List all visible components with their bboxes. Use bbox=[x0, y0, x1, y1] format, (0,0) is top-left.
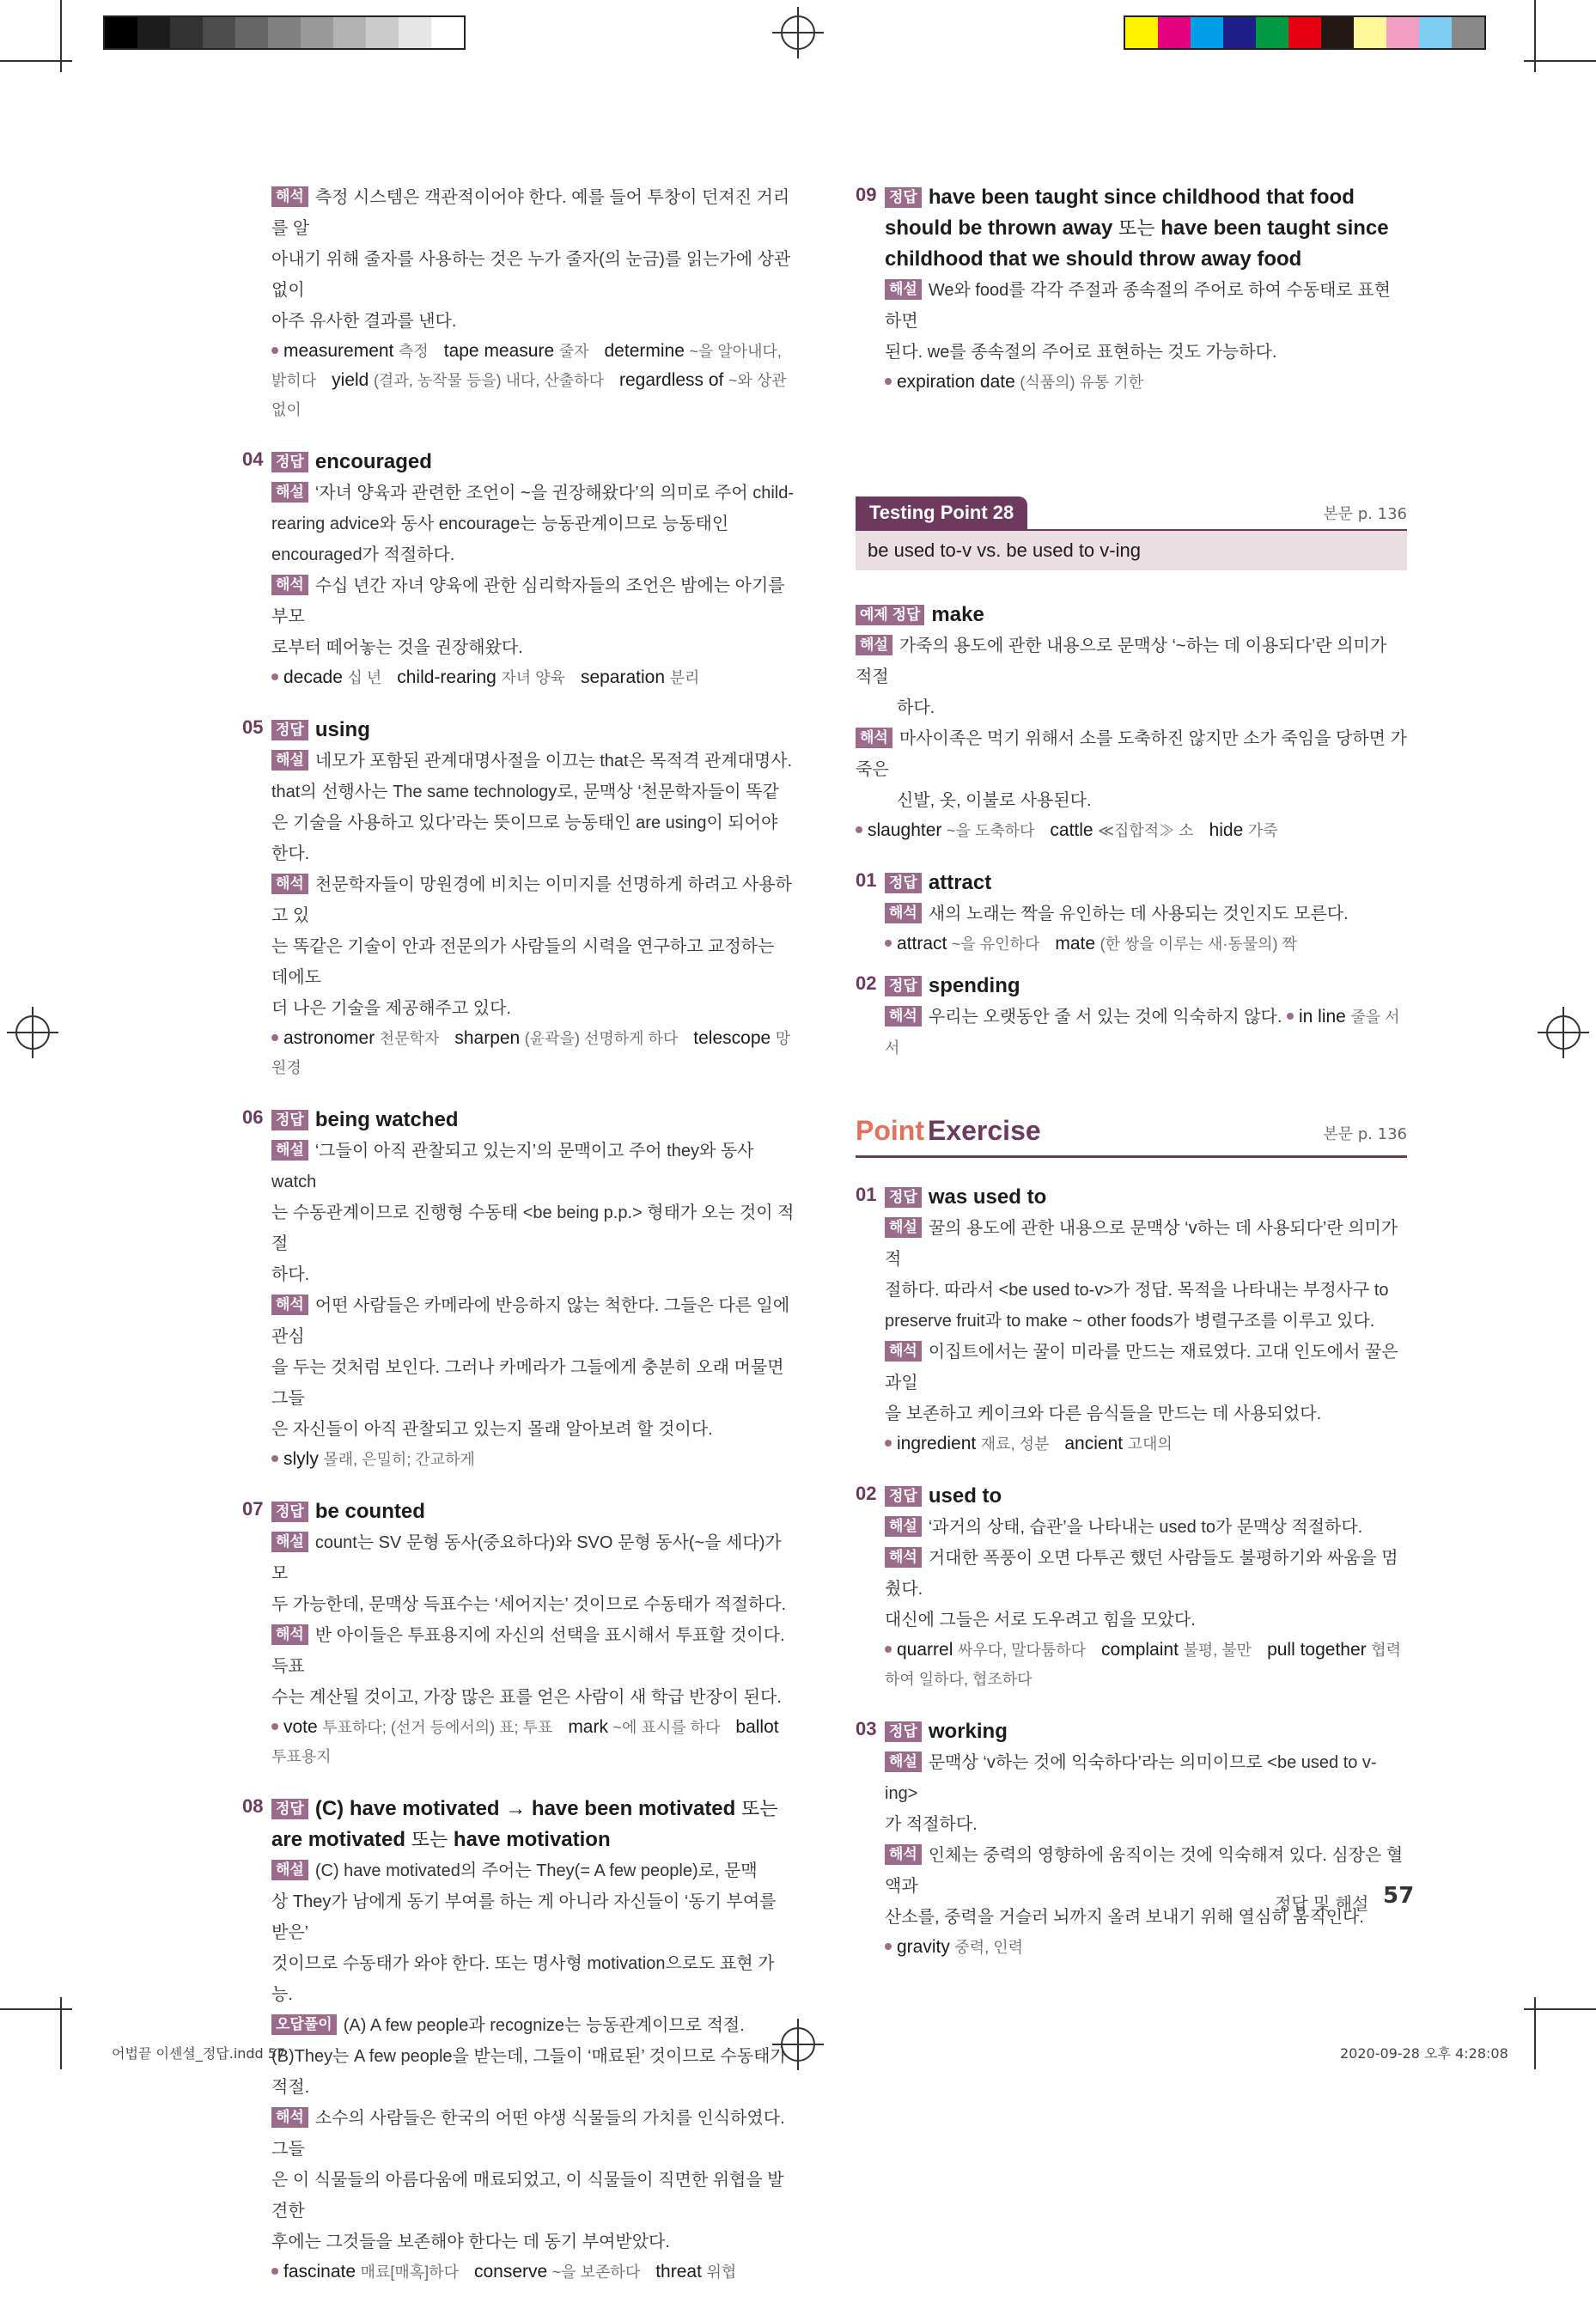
color-swatch bbox=[1321, 17, 1354, 48]
vocab-list: astronomer 천문학자 sharpen (윤곽을) 선명하게 하다 telescope 망원경 bbox=[271, 1028, 791, 1076]
entry-05: 05 정답 using 해설 네모가 포함된 관계대명사절을 이끄는 that은 목적격 관계대명사. that의 선행사는 The same technology로, 문맥상 ‘천문학자들이 똑같 은 기술을 사용하고 있다’라는 뜻이므로 능동태인 are using이 되어야 한다. 해석 천문학자들이 망원경에 비치는 이미지를 선명하게 하려고 사용하고 있 는 똑같은 기술이 안과 전문의가 사람들의 시력을 연구하고 교정하는 데에도 더 나은 기술을 제공해주고 있다. astronomer 천문학자 sharpen (윤곽을) 선명하게 하다 telescope 망원경 bbox=[271, 715, 795, 1082]
page-reference: 본문 p. 136 bbox=[1323, 505, 1407, 523]
color-swatch bbox=[1125, 17, 1158, 48]
bullet-icon bbox=[1287, 1013, 1294, 1020]
color-swatch bbox=[1354, 17, 1386, 48]
color-swatch bbox=[1158, 17, 1191, 48]
vocab-list: gravity 중력, 인력 bbox=[885, 1933, 1407, 1962]
bullet-icon bbox=[885, 1440, 892, 1447]
bullet-icon bbox=[885, 1646, 892, 1653]
color-swatch bbox=[1288, 17, 1321, 48]
registration-mark bbox=[7, 1007, 58, 1058]
color-swatch-bar bbox=[1124, 15, 1486, 50]
color-swatch bbox=[431, 17, 464, 48]
translation-tag: 해석 bbox=[856, 728, 892, 748]
answer-tag: 정답 bbox=[271, 1110, 308, 1130]
bullet-icon bbox=[885, 1943, 892, 1950]
crop-mark bbox=[0, 60, 72, 62]
explanation-tag: 해설 bbox=[885, 1752, 922, 1772]
example-answer: 예제 정답 make 해설 가죽의 용도에 관한 내용으로 문맥상 ‘~하는 데 이용되다’란 의미가 적절 하다. 해석 마사이족은 먹기 위해서 소를 도축하진 않지만 소가 죽임을 당하면 가죽은 신발, 옷, 이불로 사용된다. slaughter ~을 도축하다 cattle ≪집합적≫ 소 hide 가죽 bbox=[856, 600, 1407, 845]
color-swatch bbox=[1452, 17, 1484, 48]
explanation-tag: 해설 bbox=[271, 1140, 308, 1161]
crop-mark bbox=[1524, 2008, 1596, 2010]
entry-04: 04 정답 encouraged 해설 ‘자녀 양육과 관련한 조언이 ~을 권장해왔다’의 의미로 주어 child- rearing advice와 동사 encourage는 능동관계이므로 능동태인 encouraged가 적절하다. 해석 수십 년간 자녀 양육에 관한 심리학자들의 조언은 밤에는 아기를 부모 로부터 떼어놓는 것을 권장해왔다. decade 십 년 child-rearing 자녀 양육 separation 분리 bbox=[271, 447, 795, 692]
color-swatch bbox=[1386, 17, 1419, 48]
crop-mark bbox=[1524, 60, 1596, 62]
vocab-list: slaughter ~을 도축하다 cattle ≪집합적≫ 소 hide 가죽 bbox=[856, 816, 1407, 845]
bullet-icon bbox=[271, 1723, 278, 1730]
question-number: 01 bbox=[856, 869, 877, 891]
translation-tag: 해석 bbox=[271, 874, 308, 894]
page-reference: 본문 p. 136 bbox=[1323, 1125, 1407, 1143]
answer-text: be counted bbox=[314, 1500, 425, 1523]
question-number: 08 bbox=[242, 1795, 264, 1817]
testing-point-badge: Testing Point 28 bbox=[856, 497, 1027, 529]
file-slug: 어법끝 이센셜_정답.indd 57 bbox=[112, 2045, 286, 2062]
answer-tag: 정답 bbox=[885, 1486, 922, 1507]
wrong-answer-tag: 오답풀이 bbox=[271, 2014, 337, 2035]
right-column bbox=[856, 182, 1407, 1984]
page-number: 57 bbox=[1383, 1883, 1415, 1909]
translation-tag: 해석 bbox=[885, 1341, 922, 1362]
translation-tag: 해석 bbox=[271, 575, 308, 595]
question-number: 04 bbox=[242, 448, 264, 470]
bullet-icon bbox=[271, 1034, 278, 1041]
question-number: 02 bbox=[856, 1483, 877, 1504]
question-number: 02 bbox=[856, 972, 877, 994]
question-number: 01 bbox=[856, 1184, 877, 1205]
answer-tag: 정답 bbox=[885, 976, 922, 996]
point-exercise-header: Point Exercise 본문 p. 136 bbox=[856, 1115, 1407, 1158]
bullet-icon bbox=[885, 940, 892, 947]
tp-entry-01: 01 정답 attract 해석 새의 노래는 짝을 유인하는 데 사용되는 것인지도 모른다. attract ~을 유인하다 mate (한 쌍을 이루는 새·동물의) 짝 bbox=[885, 868, 1407, 959]
answer-text: being watched bbox=[314, 1108, 459, 1131]
question-number: 09 bbox=[856, 184, 877, 205]
bullet-icon bbox=[271, 2268, 278, 2275]
translation-tag: 해석 bbox=[271, 1624, 308, 1645]
explanation-tag: 해설 bbox=[271, 1532, 308, 1552]
translation-tag: 해석 bbox=[271, 1295, 308, 1315]
answer-tag: 정답 bbox=[885, 1721, 922, 1742]
entry-03-translation: 해석 측정 시스템은 객관적이어야 한다. 예를 들어 투창이 던져진 거리를 알 아내기 위해 줄자를 사용하는 것은 누가 줄자(의 눈금)를 읽는가에 상관없이 아주 유사한 결과를 낸다. measurement 측정 tape measure 줄자 determine ~을 알아내다, 밝히다 yield (결과, 농작물 등을) 내다, 산출하다 regardless of ~와 상관없이 bbox=[271, 182, 795, 424]
color-swatch bbox=[1191, 17, 1223, 48]
explanation-tag: 해설 bbox=[856, 635, 892, 655]
pe-entry-01: 01 정답 was used to 해설 꿀의 용도에 관한 내용으로 문맥상 ‘v하는 데 사용되다’란 의미가 적 절하다. 따라서 <be used to-v>가 정답. 목적을 나타내는 부정사구 to preserve fruit과 to make ~ other foods가 병렬구조를 이루고 있다. 해석 이집트에서는 꿀이 미라를 만드는 재료였다. 고대 인도에서 꿀은 과일 을 보존하고 케이크와 다른 음식들을 만드는 데 사용되었다. ingredient 재료, 성분 ancient 고대의 bbox=[885, 1182, 1407, 1459]
color-swatch bbox=[1223, 17, 1256, 48]
answer-tag: 정답 bbox=[271, 1502, 308, 1522]
explanation-tag: 해설 bbox=[271, 482, 308, 503]
answer-text: using bbox=[314, 718, 370, 741]
bullet-icon bbox=[885, 378, 892, 385]
answer-tag: 정답 bbox=[271, 720, 308, 740]
testing-point-topic: be used to-v vs. be used to v-ing bbox=[856, 529, 1407, 570]
testing-point-header bbox=[856, 497, 1407, 529]
color-swatch bbox=[170, 17, 203, 48]
crop-mark bbox=[0, 2008, 72, 2010]
question-number: 06 bbox=[242, 1106, 264, 1128]
translation-tag: 해석 bbox=[885, 1547, 922, 1568]
answer-tag: 정답 bbox=[271, 452, 308, 472]
vocab-list: measurement 측정 tape measure 줄자 determine ~을 알아내다, 밝히다 yield (결과, 농작물 등을) 내다, 산출하다 regardless of ~와 상관없이 bbox=[271, 341, 787, 418]
explanation-tag: 해설 bbox=[271, 750, 308, 771]
color-swatch bbox=[333, 17, 366, 48]
answer-tag: 정답 bbox=[885, 187, 922, 208]
vocab-list: quarrel 싸우다, 말다툼하다 complaint 불평, 불만 pull together 협력하여 일하다, 협조하다 bbox=[885, 1640, 1401, 1688]
color-swatch bbox=[1419, 17, 1452, 48]
translation-tag: 해석 bbox=[885, 1006, 922, 1027]
entry-09: 09 정답 have been taught since childhood that food should be thrown away 또는 have been taught since childhood that we should throw away food 해설 We와 food를 각각 주절과 종속절의 주어로 하여 수동태로 표현하면 된다. we를 종속절의 주어로 표현하는 것도 가능하다. expiration date (식품의) 유통 기한 bbox=[885, 182, 1407, 397]
color-swatch bbox=[235, 17, 268, 48]
translation-tag: 해석 bbox=[885, 1844, 922, 1865]
translation-tag: 해석 bbox=[271, 186, 308, 207]
bullet-icon bbox=[271, 1455, 278, 1462]
vocab-list: expiration date (식품의) 유통 기한 bbox=[885, 368, 1407, 397]
timestamp-slug: 2020-09-28 오후 4:28:08 bbox=[1340, 2045, 1508, 2062]
pe-entry-02: 02 정답 used to 해설 ‘과거의 상태, 습관’을 나타내는 used to가 문맥상 적절하다. 해석 거대한 폭풍이 오면 다투곤 했던 사람들도 불평하기와 싸움을 멈췄다. 대신에 그들은 서로 도우려고 힘을 모았다. quarrel 싸우다, 말다툼하다 complaint 불평, 불만 pull together 협력하여 일하다, 협조하다 bbox=[885, 1481, 1407, 1694]
vocab-list: vote 투표하다; (선거 등에서의) 표; 투표 mark ~에 표시를 하다 ballot 투표용지 bbox=[271, 1717, 779, 1765]
explanation-tag: 해설 bbox=[271, 1860, 308, 1880]
tp-entry-02: 02 정답 spending 해석 우리는 오랫동안 줄 서 있는 것에 익숙하지 않다. in line 줄을 서서 bbox=[856, 972, 1400, 1057]
color-swatch bbox=[366, 17, 399, 48]
bullet-icon bbox=[271, 347, 278, 354]
entry-06: 06 정답 being watched 해설 ‘그들이 아직 관찰되고 있는지’의 문맥이고 주어 they와 동사 watch 는 수동관계이므로 진행형 수동태 <be being p.p.> 형태가 오는 것이 적절 하다. 해석 어떤 사람들은 카메라에 반응하지 않는 척한다. 그들은 다른 일에 관심 을 두는 것처럼 보인다. 그러나 카메라가 그들에게 충분히 오래 머물면 그들 은 자신들이 아직 관찰되고 있는지 몰래 알아보려 할 것이다. slyly 몰래, 은밀히; 간교하게 bbox=[271, 1105, 795, 1474]
answer-tag: 정답 bbox=[271, 1799, 308, 1819]
vocab-list: ingredient 재료, 성분 ancient 고대의 bbox=[885, 1429, 1407, 1459]
color-swatch bbox=[203, 17, 235, 48]
question-number: 07 bbox=[242, 1498, 264, 1520]
color-swatch bbox=[399, 17, 431, 48]
example-answer-tag: 예제 정답 bbox=[856, 605, 924, 625]
bullet-icon bbox=[271, 673, 278, 680]
explanation-tag: 해설 bbox=[885, 1217, 922, 1238]
footer-section-label: 정답 및 해설 bbox=[1275, 1893, 1369, 1914]
entry-08: 08 정답 (C) have motivated → have been motivated 또는 are motivated 또는 have motivation 해설 (C) have motivated의 주어는 They(= A few people)로, 문맥 상 They가 남에게 동기 부여를 하는 게 아니라 자신들이 ‘동기 부여를 받은’ 것이므로 수동태가 와야 한다. 또는 명사형 motivation으로도 표현 가능. 오답풀이 (A) A few people과 recognize는 능동관계이므로 적절. (B)They는 A few people을 받는데, 그들이 ‘매료된’ 것이므로 수동태가 적절. 해석 소수의 사람들은 한국의 어떤 야생 식물들의 가치를 인식하였다. 그들 은 이 식물들의 아름다움에 매료되었고, 이 식물들이 직면한 위협을 발견한 후에는 그것들을 보존해야 한다는 데 동기 부여받았다. fascinate 매료[매혹]하다 conserve ~을 보존하다 threat 위협 bbox=[271, 1794, 795, 2287]
vocab-list: attract ~을 유인하다 mate (한 쌍을 이루는 새·동물의) 짝 bbox=[885, 929, 1407, 959]
answer-text: encouraged bbox=[314, 450, 432, 473]
color-swatch bbox=[105, 17, 137, 48]
entry-07: 07 정답 be counted 해설 count는 SV 문형 동사(중요하다)와 SVO 문형 동사(~을 세다)가 모 두 가능한데, 문맥상 득표수는 ‘세어지는’ 것이므로 수동태가 적절하다. 해석 반 아이들은 투표용지에 자신의 선택을 표시해서 투표할 것이다. 득표 수는 계산될 것이고, 가장 많은 표를 얻은 사람이 새 학급 반장이 된다. vote 투표하다; (선거 등에서의) 표; 투표 mark ~에 표시를 하다 ballot 투표용지 bbox=[271, 1496, 795, 1771]
registration-mark bbox=[772, 7, 824, 58]
answer-tag: 정답 bbox=[885, 873, 922, 893]
registration-mark bbox=[1538, 1007, 1589, 1058]
explanation-tag: 해설 bbox=[885, 1516, 922, 1537]
color-swatch bbox=[1256, 17, 1288, 48]
pe-entry-03: 03 정답 working 해설 문맥상 ‘v하는 것에 익숙하다’라는 의미이므로 <be used to v-ing> 가 적절하다. 해석 인체는 중력의 영향하에 움직이는 것에 익숙해져 있다. 심장은 혈액과 산소를, 중력을 거슬러 뇌까지 올려 보내기 위해 열심히 움직인다. gravity 중력, 인력 bbox=[885, 1716, 1407, 1962]
left-column bbox=[242, 182, 795, 2309]
translation-tag: 해석 bbox=[271, 2107, 308, 2128]
vocab-list: decade 십 년 child-rearing 자녀 양육 separation 분리 bbox=[271, 663, 795, 692]
color-swatch bbox=[301, 17, 333, 48]
gray-swatch-bar bbox=[103, 15, 466, 50]
bullet-icon bbox=[856, 826, 862, 833]
explanation-tag: 해설 bbox=[885, 279, 922, 300]
vocab-list: fascinate 매료[매혹]하다 conserve ~을 보존하다 threat 위협 bbox=[271, 2257, 795, 2287]
question-number: 05 bbox=[242, 716, 264, 738]
color-swatch bbox=[137, 17, 170, 48]
translation-tag: 해석 bbox=[885, 903, 922, 923]
answer-tag: 정답 bbox=[885, 1187, 922, 1208]
color-swatch bbox=[268, 17, 301, 48]
question-number: 03 bbox=[856, 1718, 877, 1739]
vocab-list: slyly 몰래, 은밀히; 간교하게 bbox=[271, 1445, 795, 1474]
